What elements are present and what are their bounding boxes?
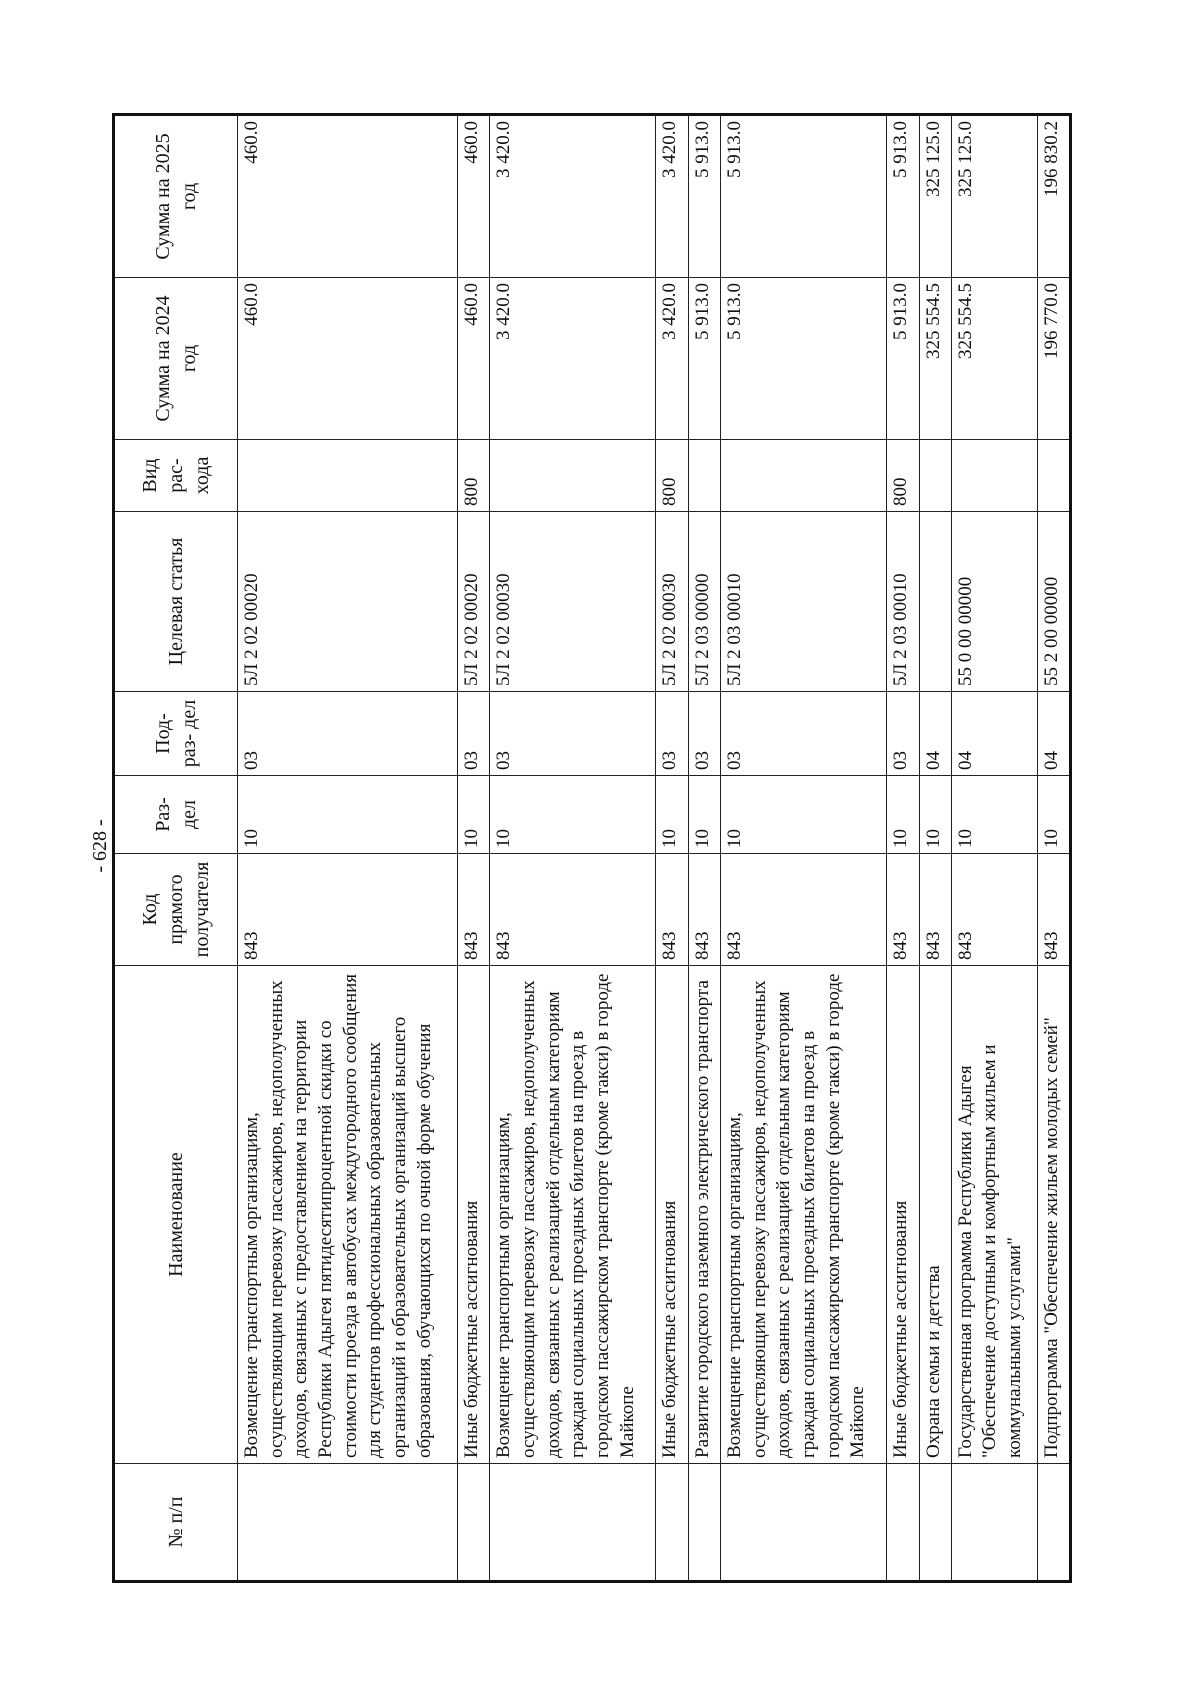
cell-section: 10 bbox=[490, 776, 656, 854]
cell-sum-2024: 325 554.5 bbox=[951, 278, 1037, 440]
cell-num bbox=[490, 1464, 656, 1582]
cell-sum-2024: 325 554.5 bbox=[919, 278, 951, 440]
header-target: Целевая статья bbox=[114, 512, 238, 692]
cell-recipient: 843 bbox=[887, 854, 919, 966]
cell-section: 10 bbox=[919, 776, 951, 854]
cell-num bbox=[887, 1464, 919, 1582]
cell-num bbox=[688, 1464, 720, 1582]
cell-sum-2024: 5 913.0 bbox=[887, 278, 919, 440]
cell-expense bbox=[238, 440, 458, 512]
cell-subsection: 03 bbox=[656, 692, 688, 776]
cell-expense bbox=[720, 440, 886, 512]
page-number: - 628 - bbox=[88, 819, 111, 873]
cell-target: 5Л 2 03 00010 bbox=[720, 512, 886, 692]
cell-target: 5Л 2 02 00030 bbox=[490, 512, 656, 692]
header-num: № п/п bbox=[114, 1464, 238, 1582]
cell-section: 10 bbox=[720, 776, 886, 854]
cell-name: Возмещение транспортным организациям, осуществляющим перевозку пассажиров, недополученных доходов, связанных с предоставлением на территории Республики Адыгея пятидесятипроцентной скидки со стоимости проезда в автобусах междугородного сообщения для студентов профессиональных образовательных организаций и образовательных организаций высшего образования, обучающихся по очной форме обучения bbox=[238, 966, 458, 1464]
cell-sum-2024: 5 913.0 bbox=[720, 278, 886, 440]
cell-num bbox=[1037, 1464, 1070, 1582]
cell-name: Иные бюджетные ассигнования bbox=[656, 966, 688, 1464]
cell-sum-2025: 3 420.0 bbox=[656, 115, 688, 278]
cell-sum-2024: 3 420.0 bbox=[656, 278, 688, 440]
cell-name: Подпрограмма "Обеспечение жильем молодых семей" bbox=[1037, 966, 1070, 1464]
cell-section: 10 bbox=[688, 776, 720, 854]
cell-sum-2024: 460.0 bbox=[457, 278, 489, 440]
cell-recipient: 843 bbox=[457, 854, 489, 966]
budget-table bbox=[112, 113, 1072, 1583]
cell-recipient: 843 bbox=[688, 854, 720, 966]
cell-sum-2024: 5 913.0 bbox=[688, 278, 720, 440]
cell-sum-2025: 5 913.0 bbox=[688, 115, 720, 278]
cell-recipient: 843 bbox=[951, 854, 1037, 966]
cell-recipient: 843 bbox=[490, 854, 656, 966]
cell-section: 10 bbox=[656, 776, 688, 854]
header-sum-2025: Сумма на 2025 год bbox=[114, 115, 238, 278]
cell-target: 55 0 00 00000 bbox=[951, 512, 1037, 692]
cell-sum-2025: 5 913.0 bbox=[720, 115, 886, 278]
cell-sum-2024: 196 770.0 bbox=[1037, 278, 1070, 440]
table-row bbox=[457, 115, 489, 1582]
cell-target: 5Л 2 03 00010 bbox=[887, 512, 919, 692]
cell-name: Развитие городского наземного электрического транспорта bbox=[688, 966, 720, 1464]
cell-sum-2025: 5 913.0 bbox=[887, 115, 919, 278]
cell-expense bbox=[951, 440, 1037, 512]
cell-sum-2025: 3 420.0 bbox=[490, 115, 656, 278]
cell-sum-2025: 325 125.0 bbox=[951, 115, 1037, 278]
cell-subsection: 04 bbox=[951, 692, 1037, 776]
cell-expense bbox=[688, 440, 720, 512]
budget-table-container bbox=[112, 116, 1072, 1583]
table-row bbox=[887, 115, 919, 1582]
cell-subsection: 03 bbox=[887, 692, 919, 776]
table-row bbox=[919, 115, 951, 1582]
cell-subsection: 03 bbox=[720, 692, 886, 776]
cell-sum-2024: 3 420.0 bbox=[490, 278, 656, 440]
cell-name: Охрана семьи и детства bbox=[919, 966, 951, 1464]
cell-target bbox=[919, 512, 951, 692]
cell-expense: 800 bbox=[656, 440, 688, 512]
cell-sum-2025: 196 830.2 bbox=[1037, 115, 1070, 278]
cell-sum-2025: 460.0 bbox=[457, 115, 489, 278]
table-row bbox=[720, 115, 886, 1582]
cell-recipient: 843 bbox=[656, 854, 688, 966]
cell-section: 10 bbox=[951, 776, 1037, 854]
cell-expense: 800 bbox=[887, 440, 919, 512]
header-subsection: Под- раз- дел bbox=[114, 692, 238, 776]
table-row bbox=[1037, 115, 1070, 1582]
cell-sum-2025: 325 125.0 bbox=[919, 115, 951, 278]
cell-section: 10 bbox=[887, 776, 919, 854]
cell-target: 5Л 2 02 00020 bbox=[457, 512, 489, 692]
table-row bbox=[490, 115, 656, 1582]
cell-expense bbox=[490, 440, 656, 512]
cell-subsection: 03 bbox=[490, 692, 656, 776]
cell-recipient: 843 bbox=[1037, 854, 1070, 966]
cell-target: 55 2 00 00000 bbox=[1037, 512, 1070, 692]
cell-expense: 800 bbox=[457, 440, 489, 512]
cell-sum-2024: 460.0 bbox=[238, 278, 458, 440]
header-section: Раз- дел bbox=[114, 776, 238, 854]
cell-subsection: 03 bbox=[688, 692, 720, 776]
cell-subsection: 04 bbox=[919, 692, 951, 776]
cell-num bbox=[656, 1464, 688, 1582]
cell-target: 5Л 2 02 00020 bbox=[238, 512, 458, 692]
header-sum-2024: Сумма на 2024 год bbox=[114, 278, 238, 440]
cell-num bbox=[720, 1464, 886, 1582]
cell-section: 10 bbox=[238, 776, 458, 854]
cell-name: Возмещение транспортным организациям, осуществляющим перевозку пассажиров, недополученных доходов, связанных с реализацией отдельным категориям граждан социальных проездных билетов на проезд в городском пассажирском транспорте (кроме такси) в городе Майкопе bbox=[720, 966, 886, 1464]
cell-target: 5Л 2 02 00030 bbox=[656, 512, 688, 692]
cell-name: Иные бюджетные ассигнования bbox=[457, 966, 489, 1464]
cell-recipient: 843 bbox=[720, 854, 886, 966]
table-row bbox=[688, 115, 720, 1582]
cell-section: 10 bbox=[457, 776, 489, 854]
cell-subsection: 03 bbox=[457, 692, 489, 776]
cell-sum-2025: 460.0 bbox=[238, 115, 458, 278]
header-recipient: Код прямого получателя bbox=[114, 854, 238, 966]
cell-num bbox=[238, 1464, 458, 1582]
table-body bbox=[238, 115, 1071, 1582]
header-expense: Вид рас- хода bbox=[114, 440, 238, 512]
cell-name: Иные бюджетные ассигнования bbox=[887, 966, 919, 1464]
cell-target: 5Л 2 03 00000 bbox=[688, 512, 720, 692]
table-row bbox=[656, 115, 688, 1582]
cell-recipient: 843 bbox=[919, 854, 951, 966]
cell-num bbox=[951, 1464, 1037, 1582]
cell-num bbox=[919, 1464, 951, 1582]
table-row bbox=[951, 115, 1037, 1582]
cell-expense bbox=[919, 440, 951, 512]
cell-section: 10 bbox=[1037, 776, 1070, 854]
header-name: Наименование bbox=[114, 966, 238, 1464]
cell-num bbox=[457, 1464, 489, 1582]
cell-expense bbox=[1037, 440, 1070, 512]
table-header-row bbox=[114, 115, 238, 1582]
cell-subsection: 03 bbox=[238, 692, 458, 776]
table-row bbox=[238, 115, 458, 1582]
cell-recipient: 843 bbox=[238, 854, 458, 966]
cell-name: Возмещение транспортным организациям, осуществляющим перевозку пассажиров, недополученных доходов, связанных с реализацией отдельным категориям граждан социальных проездных билетов на проезд в городском пассажирском транспорте (кроме такси) в городе Майкопе bbox=[490, 966, 656, 1464]
cell-name: Государственная программа Республики Адыгея "Обеспечение доступным и комфортным жильем и коммунальными услугами" bbox=[951, 966, 1037, 1464]
cell-subsection: 04 bbox=[1037, 692, 1070, 776]
